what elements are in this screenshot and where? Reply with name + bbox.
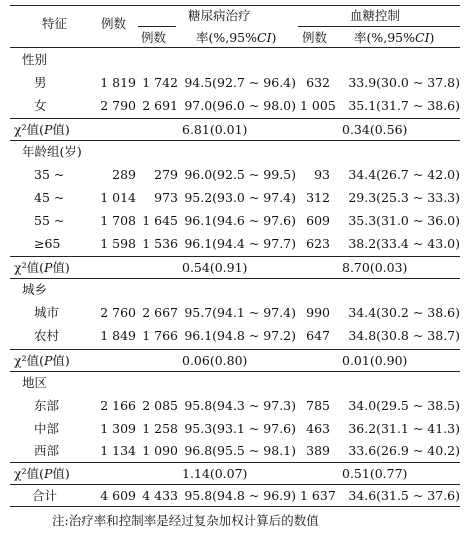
cell-treatment-rate: 96.1(94.6 ~ 97.6): [184, 213, 296, 228]
row-label: 西部: [34, 443, 60, 458]
cell-treatment-count: 2 691: [142, 98, 178, 113]
section-title: 地区: [22, 375, 48, 390]
table-row: [0, 210, 468, 232]
row-label: 45 ~: [34, 190, 65, 205]
cell-control-rate: 34.4(26.7 ~ 42.0): [348, 167, 460, 182]
cell-treatment-rate: 96.0(92.5 ~ 99.5): [184, 167, 296, 182]
cell-control-count: 1 005: [300, 98, 336, 113]
cell-control-rate: 34.0(29.5 ~ 38.5): [348, 398, 460, 413]
cell-count: 1 708: [100, 213, 136, 228]
cell-control-rate: 35.3(31.0 ~ 36.0): [348, 213, 460, 228]
chi-label: χ²值(P值): [14, 353, 70, 368]
chi-label: χ²值(P值): [14, 122, 70, 137]
section-title-row: [0, 141, 468, 163]
cell-treatment-count: 973: [154, 190, 178, 205]
chi-treatment: 0.54(0.91): [182, 260, 248, 275]
cell-treatment-rate: 96.8(95.5 ~ 98.1): [184, 443, 296, 458]
chi-control: 0.51(0.77): [342, 466, 408, 481]
cell-treatment-count: 1 742: [142, 75, 178, 90]
cell-control-rate: 34.8(30.8 ~ 38.7): [348, 328, 460, 343]
header-bottom-rule: [10, 47, 460, 48]
section-title: 性别: [22, 52, 48, 67]
cell-count: 2 790: [100, 98, 136, 113]
cell-control-rate: 34.6(31.5 ~ 37.6): [348, 488, 460, 503]
cell-control-rate: 34.4(30.2 ~ 38.6): [348, 305, 460, 320]
cell-treatment-count: 2 667: [142, 305, 178, 320]
row-label: 中部: [34, 421, 60, 436]
cell-control-count: 609: [306, 213, 330, 228]
cell-control-count: 785: [306, 398, 330, 413]
header-treatment-count: 例数: [141, 30, 167, 45]
cell-control-count: 312: [306, 190, 330, 205]
section-title-row: [0, 279, 468, 301]
row-label: 城市: [34, 305, 60, 320]
chi-treatment: 0.06(0.80): [182, 353, 248, 368]
header-control-count: 例数: [302, 30, 328, 45]
cell-treatment-rate: 95.8(94.3 ~ 97.3): [184, 398, 296, 413]
row-label: 东部: [34, 398, 60, 413]
header-control-rate: 率(%,95%CI): [354, 30, 435, 45]
cell-control-count: 623: [306, 236, 330, 251]
chi-control: 8.70(0.03): [342, 260, 408, 275]
cell-treatment-rate: 96.1(94.4 ~ 97.7): [184, 236, 296, 251]
table-row: [0, 164, 468, 186]
cell-treatment-rate: 96.1(94.8 ~ 97.2): [184, 328, 296, 343]
cell-control-count: 93: [314, 167, 330, 182]
row-label: 农村: [34, 328, 60, 343]
table-row: [0, 302, 468, 324]
row-label: 女: [34, 98, 47, 113]
table-row: [0, 325, 468, 347]
table-row: [0, 72, 468, 94]
row-label: ≥65: [34, 236, 61, 251]
cell-control-rate: 33.9(30.0 ~ 37.8): [348, 75, 460, 90]
cell-count: 4 609: [100, 488, 136, 503]
cell-treatment-count: 1 536: [142, 236, 178, 251]
chi-control: 0.34(0.56): [342, 122, 408, 137]
cell-count: 1 849: [100, 328, 136, 343]
cell-control-rate: 29.3(25.3 ~ 33.3): [348, 190, 460, 205]
table-row: [0, 187, 468, 209]
cell-control-rate: 38.2(33.4 ~ 43.0): [348, 236, 460, 251]
treatment-group-rule: [138, 26, 176, 27]
cell-count: 2 760: [100, 305, 136, 320]
chi-label: χ²值(P值): [14, 260, 70, 275]
cell-treatment-count: 279: [154, 167, 178, 182]
chi-control: 0.01(0.90): [342, 353, 408, 368]
cell-count: 289: [112, 167, 136, 182]
chi-square-row: [0, 350, 468, 372]
section-title: 城乡: [22, 282, 48, 297]
table-row: [0, 395, 468, 417]
control-group-rule: [298, 26, 460, 27]
cell-control-count: 1 637: [300, 488, 336, 503]
cell-treatment-rate: 95.8(94.8 ~ 96.9): [184, 488, 296, 503]
cell-control-count: 389: [306, 443, 330, 458]
cell-count: 1 309: [100, 421, 136, 436]
cell-treatment-rate: 95.7(94.1 ~ 97.4): [184, 305, 296, 320]
cell-control-count: 647: [306, 328, 330, 343]
cell-control-rate: 35.1(31.7 ~ 38.6): [348, 98, 460, 113]
section-title-row: [0, 49, 468, 71]
cell-control-rate: 36.2(31.1 ~ 41.3): [348, 421, 460, 436]
header-count: 例数: [101, 16, 127, 31]
cell-control-count: 632: [306, 75, 330, 90]
chi-label: χ²值(P值): [14, 466, 70, 481]
section-title: 年龄组(岁): [22, 144, 82, 159]
table-row: [0, 418, 468, 440]
total-label: 合计: [32, 488, 58, 503]
cell-count: 1 014: [100, 190, 136, 205]
cell-control-count: 990: [306, 305, 330, 320]
total-row: [0, 485, 468, 507]
table-row: [0, 95, 468, 117]
cell-count: 2 166: [100, 398, 136, 413]
cell-treatment-count: 4 433: [142, 488, 178, 503]
cell-treatment-count: 1 090: [142, 443, 178, 458]
cell-treatment-count: 1 645: [142, 213, 178, 228]
table-row: [0, 440, 468, 462]
chi-square-row: [0, 463, 468, 485]
header-feature: 特征: [42, 16, 68, 31]
table-footnote: 注:治疗率和控制率是经过复杂加权计算后的数值: [52, 513, 319, 528]
chi-square-row: [0, 257, 468, 279]
cell-count: 1 819: [100, 75, 136, 90]
row-label: 男: [34, 75, 47, 90]
cell-treatment-count: 2 085: [142, 398, 178, 413]
cell-treatment-rate: 95.2(93.0 ~ 97.4): [184, 190, 296, 205]
cell-control-count: 463: [306, 421, 330, 436]
header-control-group: 血糖控制: [350, 8, 401, 23]
chi-treatment: 6.81(0.01): [182, 122, 248, 137]
table-row: [0, 233, 468, 255]
row-label: 55 ~: [34, 213, 65, 228]
cell-count: 1 134: [100, 443, 136, 458]
cell-count: 1 598: [100, 236, 136, 251]
section-title-row: [0, 372, 468, 394]
cell-treatment-rate: 95.3(93.1 ~ 97.6): [184, 421, 296, 436]
cell-control-rate: 33.6(26.9 ~ 40.2): [348, 443, 460, 458]
cell-treatment-count: 1 258: [142, 421, 178, 436]
cell-treatment-rate: 97.0(96.0 ~ 98.0): [184, 98, 296, 113]
chi-square-row: [0, 119, 468, 141]
cell-treatment-rate: 94.5(92.7 ~ 96.4): [184, 75, 296, 90]
cell-treatment-count: 1 766: [142, 328, 178, 343]
header-treatment-rate: 率(%,95%CI): [196, 30, 277, 45]
header-treatment-group: 糖尿病治疗: [188, 8, 251, 23]
chi-treatment: 1.14(0.07): [182, 466, 248, 481]
row-label: 35 ~: [34, 167, 65, 182]
